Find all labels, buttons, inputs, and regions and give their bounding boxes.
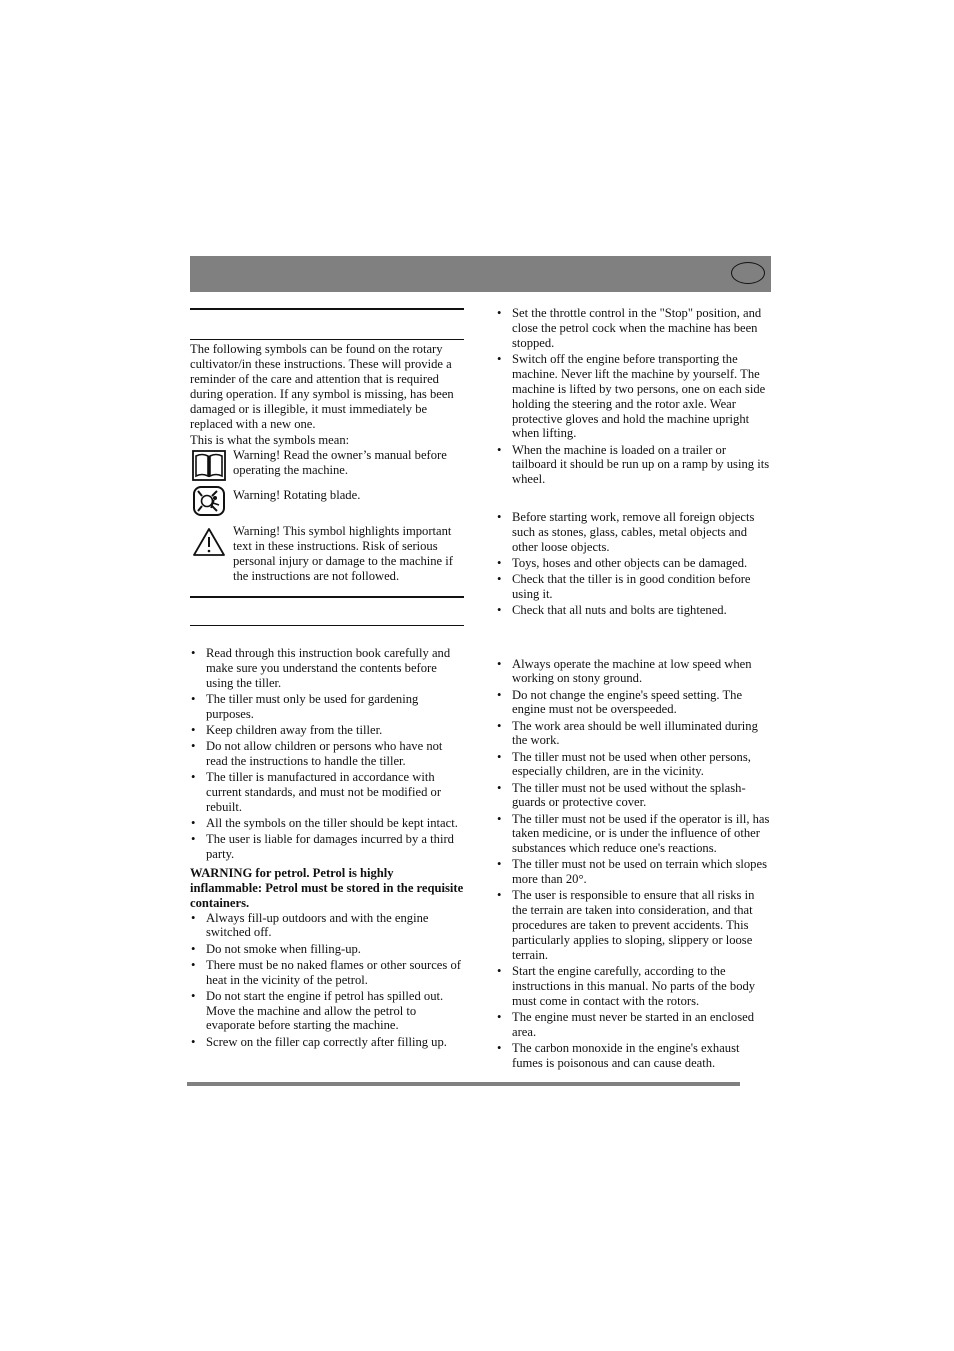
general-list <box>190 646 464 862</box>
list-item: • The tiller must only be used for gardening purposes. <box>190 692 464 722</box>
footer-rule <box>187 1082 740 1086</box>
list-item: • Before starting work, remove all foreign objects such as stones, glass, cables, metal objects and other loose objects. <box>496 510 771 555</box>
list-item: • All the symbols on the tiller should be kept intact. <box>190 816 464 831</box>
list-item: • Do not start the engine if petrol has spilled out. Move the machine and allow the petrol to evaporate before starting the machine. <box>190 989 464 1034</box>
section-rule-bottom <box>190 339 464 340</box>
list-item: • Do not allow children or persons who have not read the instructions to handle the tiller. <box>190 739 464 769</box>
list-item: • The tiller must not be used if the operator is ill, has taken medicine, or is under the influence of other substances which reduce one's reactions. <box>496 812 771 857</box>
transport-list <box>496 306 771 487</box>
operation-list <box>496 657 771 1071</box>
list-item: • The tiller is manufactured in accordance with current standards, and must not be modified or rebuilt. <box>190 770 464 815</box>
symbol-row <box>190 524 464 584</box>
warning-triangle-icon <box>190 524 228 557</box>
right-column <box>496 306 771 1072</box>
symbols-lead: This is what the symbols mean: <box>190 433 350 448</box>
list-item: • The user is responsible to ensure that all risks in the terrain are taken into consideration, and that procedures are taken to prevent accidents. This particularly applies to sloping, slippery or loose terrain. <box>496 888 771 963</box>
symbol-text: Warning! This symbol highlights important text in these instructions. Risk of serious personal injury or damage to the machine if the instructions are not followed. <box>233 524 453 584</box>
list-item: • The tiller must not be used on terrain which slopes more than 20°. <box>496 857 771 887</box>
symbol-text: Warning! Rotating blade. <box>233 488 361 503</box>
language-badge <box>731 262 765 284</box>
list-item: • Start the engine carefully, according to the instructions in this manual. No parts of the body must come in contact with the rotors. <box>496 964 771 1009</box>
preparation-list <box>496 510 771 618</box>
list-item: • Check that all nuts and bolts are tightened. <box>496 603 771 618</box>
list-item: • The tiller must not be used when other persons, especially children, are in the vicinity. <box>496 750 771 780</box>
list-item: • The engine must never be started in an enclosed area. <box>496 1010 771 1040</box>
list-item: • The tiller must not be used without the splash-guards or protective cover. <box>496 781 771 811</box>
symbols-intro: The following symbols can be found on the rotary cultivator/in these instructions. These will provide a reminder of the care and attention that is required during operation. If any symbol is missing, has been damaged or is illegible, it must immediately be replaced with a new one. <box>190 342 454 431</box>
left-column <box>190 308 464 1051</box>
list-item: • Screw on the filler cap correctly after filling up. <box>190 1035 464 1050</box>
symbol-text: Warning! Read the owner’s manual before operating the machine. <box>233 448 447 478</box>
symbol-row <box>190 448 464 482</box>
list-item: • Switch off the engine before transporting the machine. Never lift the machine by yourself. The machine is lifted by two persons, one on each side holding the steering and the rotor axle. Wear protective gloves and hold the machine upright when lifting. <box>496 352 771 441</box>
list-item: • The user is liable for damages incurred by a third party. <box>190 832 464 862</box>
list-item: • Set the throttle control in the "Stop" position, and close the petrol cock when the machine has been stopped. <box>496 306 771 351</box>
list-item: • Keep children away from the tiller. <box>190 723 464 738</box>
list-item: • Always operate the machine at low speed when working on stony ground. <box>496 657 771 687</box>
list-item: • There must be no naked flames or other sources of heat in the vicinity of the petrol. <box>190 958 464 988</box>
petrol-list <box>190 911 464 1050</box>
manual-book-icon <box>190 448 228 482</box>
rotating-blade-icon <box>190 486 228 516</box>
header-bar <box>190 256 771 292</box>
list-item: • Always fill-up outdoors and with the engine switched off. <box>190 911 464 941</box>
list-item: • When the machine is loaded on a trailer or tailboard it should be run up on a ramp by using its wheel. <box>496 443 771 488</box>
list-item: • The work area should be well illuminated during the work. <box>496 719 771 749</box>
list-item: • Toys, hoses and other objects can be damaged. <box>496 556 771 571</box>
petrol-warning: WARNING for petrol. Petrol is highly inflammable: Petrol must be stored in the requisite containers. <box>190 865 464 910</box>
list-item: • Do not smoke when filling-up. <box>190 942 464 957</box>
list-item: • Check that the tiller is in good condition before using it. <box>496 572 771 602</box>
list-item: • Do not change the engine's speed setting. The engine must not be overspeeded. <box>496 688 771 718</box>
list-item: • The carbon monoxide in the engine's exhaust fumes is poisonous and can cause death. <box>496 1041 771 1071</box>
symbol-row <box>190 486 464 516</box>
list-item: • Read through this instruction book carefully and make sure you understand the contents before using the tiller. <box>190 646 464 691</box>
